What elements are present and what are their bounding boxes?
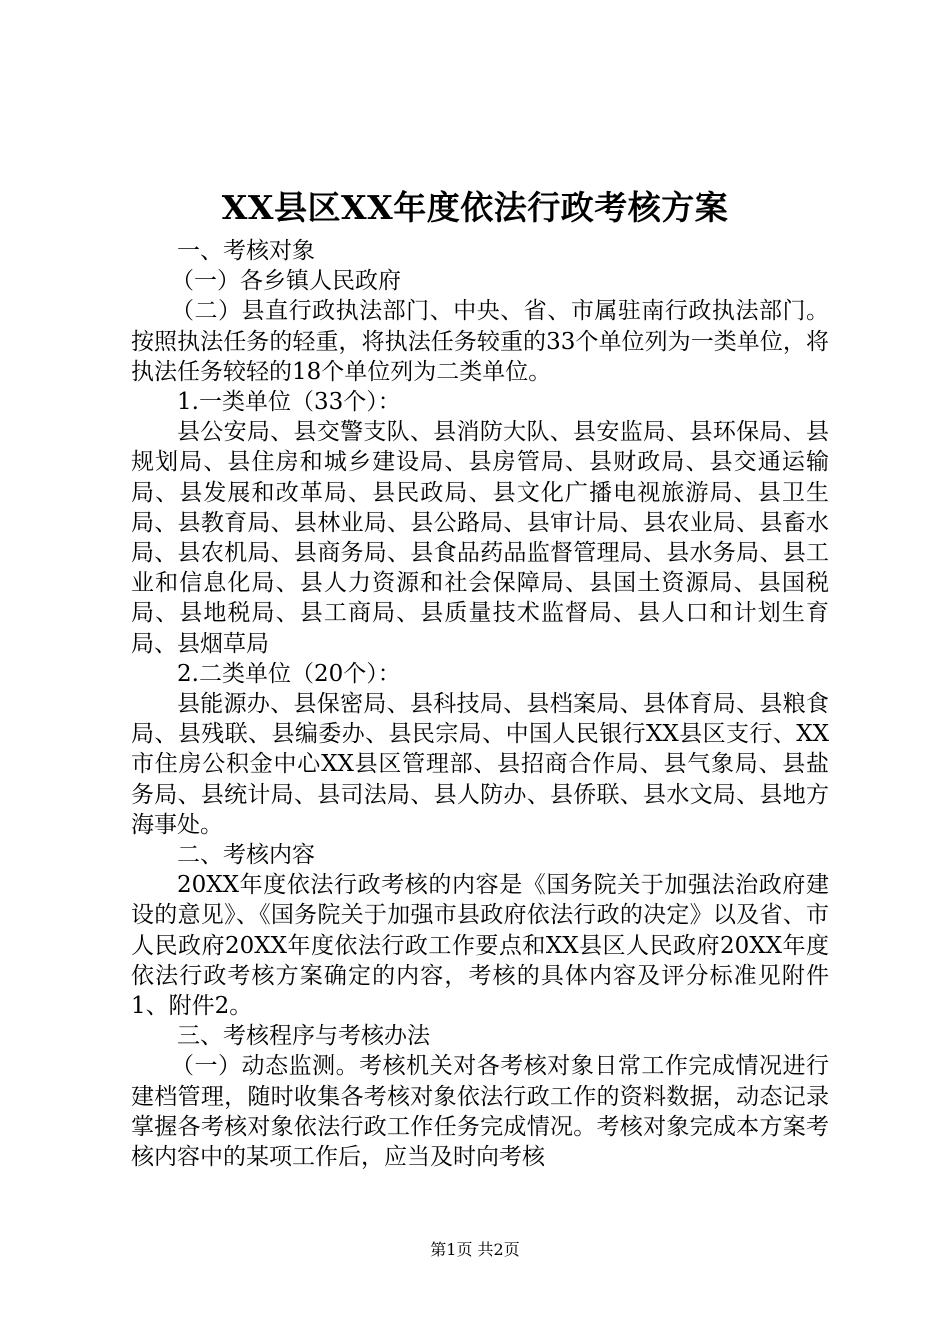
body-paragraph: 20XX年度依法行政考核的内容是《国务院关于加强法治政府建设的意见》、《国务院关于加强市县政府依法行政的决定》以及省、市人民政府20XX年度依法行政工作要点和XX县区人民政府20XX年度依法行政考核方案确定的内容，考核的具体内容及评分标准见附件1、附件2。 [131,872,829,1020]
subsection-item: 1.一类单位（33个）： [177,389,401,416]
body-paragraph: （二）县直行政执法部门、中央、省、市属驻南行政执法部门。按照执法任务的轻重，将执法任务较重的33个单位列为一类单位，将执法任务较轻的18个单位列为二类单位。 [131,298,829,385]
page-footer: 第1页 共2页 [430,1240,520,1259]
body-paragraph: 县公安局、县交警支队、县消防大队、县安监局、县环保局、县规划局、县住房和城乡建设局、县房管局、县财政局、县交通运输局、县发展和改革局、县民政局、县文化广播电视旅游局、县卫生局、县教育局、县林业局、县公路局、县审计局、县农业局、县畜水局、县农机局、县商务局、县食品药品监督管理局、县水务局、县工业和信息化局、县人力资源和社会保障局、县国土资源局、县国税局、县地税局、县工商局、县质量技术监督局、县人口和计划生育局、县烟草局 [131,419,829,657]
body-paragraph: （一）动态监测。考核机关对各考核对象日常工作完成情况进行建档管理，随时收集各考核对象依法行政工作的资料数据，动态记录掌握各考核对象依法行政工作任务完成情况。考核对象完成本方案考核内容中的某项工作后，应当及时向考核 [131,1053,829,1171]
subsection-item: （一）各乡镇人民政府 [171,268,401,295]
section-heading: 一、考核对象 [177,238,315,264]
document-body [131,236,829,1172]
body-paragraph: 县能源办、县保密局、县科技局、县档案局、县体育局、县粮食局、县残联、县编委办、县民宗局、中国人民银行XX县区支行、XX市住房公积金中心XX县区管理部、县招商合作局、县气象局、县盐务局、县统计局、县司法局、县人防办、县侨联、县水文局、县地方海事处。 [131,691,829,838]
document-title: XX县区XX年度依法行政考核方案 [221,188,729,227]
subsection-item: 2.二类单位（20个）： [177,660,401,687]
section-heading: 二、考核内容 [177,842,315,869]
section-heading: 三、考核程序与考核办法 [177,1023,430,1050]
